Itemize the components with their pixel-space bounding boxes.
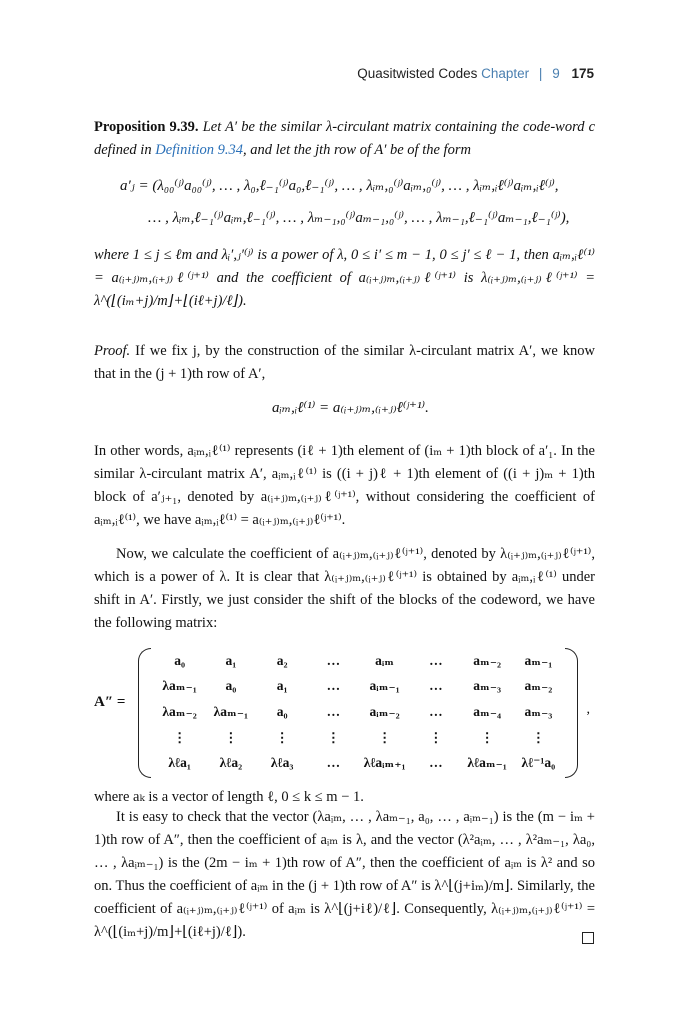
matrix-cell: aₘ₋₃ <box>524 703 553 719</box>
matrix-cell: a₁ <box>225 652 237 668</box>
matrix-cell: aₘ₋₁ <box>524 652 553 668</box>
right-paren <box>565 648 578 778</box>
matrix-cell: … <box>326 703 341 719</box>
proof-p5-text: It is easy to check that the vector (λaᵢₘ, … , λaₘ₋₁, a₀, … , aᵢₘ₋₁) is the (m − iₘ + 1)th row of A″, then the coefficient of aᵢₘ is λ, and the vector (λ²aᵢₘ, … , λ²aₘ₋₁, λa₀, … , λaᵢₘ₋₁) is the (2m − iₘ + 1)th row of A″, then the coefficient of aᵢₘ is λ² and so on. Thus the coefficient of aᵢₘ in the (j + 1)th row of A″ is λ^⌊(j+iₘ)/m⌋. Similarly, the coefficient of a₍ᵢ₊ⱼ₎ₘ,₍ᵢ₊ⱼ₎ℓ⁽ʲ⁺¹⁾ of aᵢₘ is λ^⌊(j+iℓ)/ℓ⌋. Consequently, λ₍ᵢ₊ⱼ₎ₘ,₍ᵢ₊ⱼ₎ℓ⁽ʲ⁺¹⁾ = λ^(⌊(iₘ+j)/m⌋+⌊(iℓ+j)/ℓ⌋). <box>94 809 595 940</box>
matrix-cell: … <box>429 652 443 668</box>
matrix-cell: λaₘ₋₁ <box>162 678 197 694</box>
matrix-cell: λℓaₘ₋₁ <box>467 755 507 771</box>
matrix-cell: aₘ₋₂ <box>524 678 553 694</box>
proposition-conditions <box>94 244 595 313</box>
matrix-cell: ⋮ <box>429 729 443 745</box>
qed-square <box>582 932 594 944</box>
proposition-statement <box>94 116 595 162</box>
equation-a1-text: aᵢₘ,ᵢℓ⁽¹⁾ = a₍ᵢ₊ⱼ₎ₘ,₍ᵢ₊ⱼ₎ℓ⁽ʲ⁺¹⁾. <box>272 400 429 416</box>
matrix-cell: ⋮ <box>326 729 341 745</box>
matrix-cell: … <box>429 678 443 694</box>
matrix-cell: … <box>326 678 341 694</box>
matrix-cell: aₘ₋₂ <box>473 652 501 668</box>
matrix-cell: ⋮ <box>275 729 289 745</box>
matrix-cell: a₀ <box>276 703 288 719</box>
equation-row-a-prime-cont <box>148 208 569 227</box>
matrix-comma: , <box>586 702 590 717</box>
matrix-cell: λaₘ₋₁ <box>213 703 249 719</box>
matrix-cell: aᵢₘ₋₁ <box>369 678 400 694</box>
proof-label: Proof. <box>94 343 131 359</box>
matrix-cell: ⋮ <box>377 729 392 745</box>
matrix-cell: λℓa₂ <box>219 755 243 771</box>
chapter-label: Chapter <box>481 66 530 81</box>
matrix-cell: aᵢₘ₋₂ <box>369 703 400 719</box>
matrix-cell: a₀ <box>174 652 186 668</box>
page-number: 175 <box>571 66 594 81</box>
matrix-cell: aₘ₋₄ <box>473 703 501 719</box>
proposition-label: Proposition 9.39. <box>94 119 199 135</box>
matrix-grid <box>154 648 564 776</box>
matrix-cell: aₘ₋₃ <box>473 678 501 694</box>
equation-line-1: a′ⱼ = (λ₀₀⁽ʲ⁾a₀₀⁽ʲ⁾, … , λ₀,ℓ₋₁⁽ʲ⁾a₀,ℓ₋₁⁽ʲ⁾, … , λᵢₘ,₀⁽ʲ⁾aᵢₘ,₀⁽ʲ⁾, … , λᵢₘ,ᵢℓ⁽ʲ⁾aᵢₘ,ᵢℓ⁽ʲ⁾, <box>120 178 559 194</box>
matrix-cell: … <box>326 755 341 771</box>
proof-paragraph-2 <box>94 440 595 532</box>
matrix-cell: λℓ⁻¹a₀ <box>521 755 556 771</box>
matrix-cell: ⋮ <box>531 729 546 745</box>
matrix-cell: … <box>429 703 443 719</box>
proof-p3-text: Now, we calculate the coefficient of a₍ᵢ₊ⱼ₎ₘ,₍ᵢ₊ⱼ₎ℓ⁽ʲ⁺¹⁾, denoted by λ₍ᵢ₊ⱼ₎ₘ,₍ᵢ₊ⱼ₎ℓ⁽ʲ⁺¹⁾, which is a power of λ. It is clear that λ₍ᵢ₊ⱼ₎ₘ,₍ᵢ₊ⱼ₎ℓ⁽ʲ⁺¹⁾ is obtained by aᵢₘ,ᵢℓ⁽¹⁾ under shift in A′. Firstly, we just consider the shift of the blocks of the codeword, we have the following matrix: <box>94 546 595 631</box>
matrix-label: A″ = <box>94 694 126 710</box>
chapter-number: 9 <box>552 66 560 81</box>
proof-p2-text: In other words, aᵢₘ,ᵢℓ⁽¹⁾ represents (iℓ + 1)th element of (iₘ + 1)th block of a′₁. In the similar λ-circulant matrix A′, aᵢₘ,ᵢℓ⁽¹⁾ is ((i + j)ℓ + 1)th element of ((i + j)ₘ + 1)th block of a′ⱼ₊₁, denoted by a₍ᵢ₊ⱼ₎ₘ,₍ᵢ₊ⱼ₎ℓ⁽ʲ⁺¹⁾, without considering the coefficient of aᵢₘ,ᵢℓ⁽¹⁾, we have aᵢₘ,ᵢℓ⁽¹⁾ = a₍ᵢ₊ⱼ₎ₘ,₍ᵢ₊ⱼ₎ℓ⁽ʲ⁺¹⁾. <box>94 443 595 528</box>
matrix-cell: a₂ <box>276 652 288 668</box>
left-paren <box>138 648 151 778</box>
matrix-cell: aᵢₘ <box>375 652 395 668</box>
matrix-cell: … <box>326 652 341 668</box>
definition-link[interactable]: Definition 9.34 <box>155 142 244 158</box>
conditions-text: where 1 ≤ j ≤ ℓm and λᵢ′,ⱼ′⁽ʲ⁾ is a power of λ, 0 ≤ i′ ≤ m − 1, 0 ≤ j′ ≤ ℓ − 1, then aᵢₘ,ᵢℓ⁽¹⁾ = a₍ᵢ₊ⱼ₎ₘ,₍ᵢ₊ⱼ₎ℓ⁽ʲ⁺¹⁾ and the coefficient of a₍ᵢ₊ⱼ₎ₘ,₍ᵢ₊ⱼ₎ℓ⁽ʲ⁺¹⁾ is λ₍ᵢ₊ⱼ₎ₘ,₍ᵢ₊ⱼ₎ℓ⁽ʲ⁺¹⁾ = λ^(⌊(iₘ+j)/m⌋+⌊(iℓ+j)/ℓ⌋). <box>94 247 595 309</box>
proof-paragraph-3 <box>94 543 595 635</box>
proof-paragraph-5 <box>94 806 595 944</box>
proof-p4-text: where aₖ is a vector of length ℓ, 0 ≤ k ≤ m − 1. <box>94 789 364 805</box>
proof-paragraph-1 <box>94 340 595 386</box>
matrix-cell: λℓaᵢₘ₊₁ <box>363 755 406 771</box>
equation-line-2: … , λᵢₘ,ℓ₋₁⁽ʲ⁾aᵢₘ,ℓ₋₁⁽ʲ⁾, … , λₘ₋₁,₀⁽ʲ⁾aₘ₋₁,₀⁽ʲ⁾, … , λₘ₋₁,ℓ₋₁⁽ʲ⁾aₘ₋₁,ℓ₋₁⁽ʲ⁾), <box>148 210 570 226</box>
matrix-cell: λaₘ₋₂ <box>162 703 197 719</box>
equation-a1 <box>272 398 429 417</box>
proposition-intro: Let A′ be the similar λ-circulant matrix containing the code-word c defined in <box>94 119 596 158</box>
proof-p1-text: If we fix j, by the construction of the similar λ-circulant matrix A′, we know that in the (j + 1)th row of A′, <box>94 343 596 382</box>
matrix-cell: λℓa₁ <box>168 755 191 771</box>
header-separator: | <box>538 66 543 81</box>
book-title: Quasitwisted Codes <box>357 66 478 81</box>
matrix-cell: a₁ <box>276 678 288 694</box>
matrix-cell: ⋮ <box>480 729 494 745</box>
equation-row-a-prime <box>120 176 559 195</box>
running-header <box>357 66 594 81</box>
matrix-cell: a₀ <box>225 678 237 694</box>
proposition-intro-end: , and let the jth row of A′ be of the form <box>243 142 471 158</box>
matrix-cell: ⋮ <box>172 729 187 745</box>
matrix-cell: ⋮ <box>224 729 238 745</box>
matrix-a-double-prime <box>94 642 614 782</box>
matrix-cell: λℓa₃ <box>270 755 294 771</box>
matrix-cell: … <box>429 755 443 771</box>
